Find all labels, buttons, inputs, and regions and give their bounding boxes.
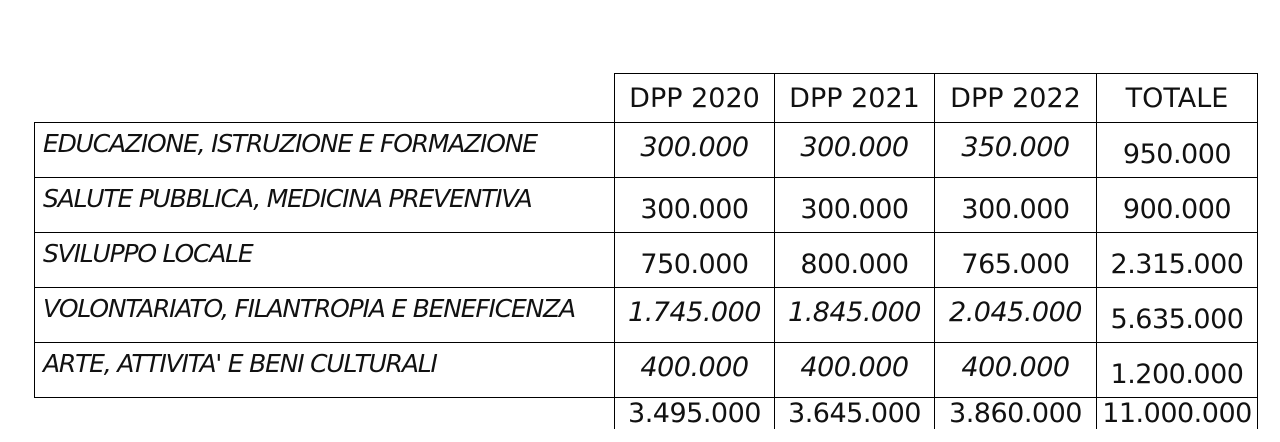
total-cell: 900.000: [1097, 178, 1258, 233]
value-cell: 800.000: [775, 233, 935, 288]
table-row: [35, 233, 1258, 288]
value-cell: 1.845.000: [775, 288, 935, 343]
table-row: [35, 178, 1258, 233]
header-dpp-2021: DPP 2021: [775, 74, 935, 123]
value-cell: 400.000: [935, 343, 1097, 398]
total-cell: 2.315.000: [1097, 233, 1258, 288]
value-cell: 2.045.000: [935, 288, 1097, 343]
table-row: [35, 343, 1258, 398]
totals-blank-cell: [35, 398, 615, 430]
value-cell: 300.000: [615, 123, 775, 178]
table-row: [35, 288, 1258, 343]
column-total-2020: 3.495.000: [615, 398, 775, 430]
value-cell: 300.000: [935, 178, 1097, 233]
header-row: [35, 74, 1258, 123]
row-label: EDUCAZIONE, ISTRUZIONE E FORMAZIONE: [35, 123, 615, 178]
budget-allocation-table: [34, 73, 1258, 429]
total-cell: 1.200.000: [1097, 343, 1258, 398]
header-totale: TOTALE: [1097, 74, 1258, 123]
value-cell: 300.000: [775, 123, 935, 178]
value-cell: 350.000: [935, 123, 1097, 178]
header-dpp-2022: DPP 2022: [935, 74, 1097, 123]
grand-total: 11.000.000: [1097, 398, 1258, 430]
total-cell: 5.635.000: [1097, 288, 1258, 343]
row-label: SALUTE PUBBLICA, MEDICINA PREVENTIVA: [35, 178, 615, 233]
value-cell: 400.000: [775, 343, 935, 398]
row-label: SVILUPPO LOCALE: [35, 233, 615, 288]
header-blank-cell: [35, 74, 615, 123]
value-cell: 765.000: [935, 233, 1097, 288]
value-cell: 400.000: [615, 343, 775, 398]
value-cell: 1.745.000: [615, 288, 775, 343]
header-dpp-2020: DPP 2020: [615, 74, 775, 123]
value-cell: 300.000: [775, 178, 935, 233]
column-total-2021: 3.645.000: [775, 398, 935, 430]
value-cell: 300.000: [615, 178, 775, 233]
row-label: VOLONTARIATO, FILANTROPIA E BENEFICENZA: [35, 288, 615, 343]
table-row: [35, 123, 1258, 178]
totals-row: [35, 398, 1258, 430]
column-total-2022: 3.860.000: [935, 398, 1097, 430]
row-label: ARTE, ATTIVITA' E BENI CULTURALI: [35, 343, 615, 398]
value-cell: 750.000: [615, 233, 775, 288]
total-cell: 950.000: [1097, 123, 1258, 178]
